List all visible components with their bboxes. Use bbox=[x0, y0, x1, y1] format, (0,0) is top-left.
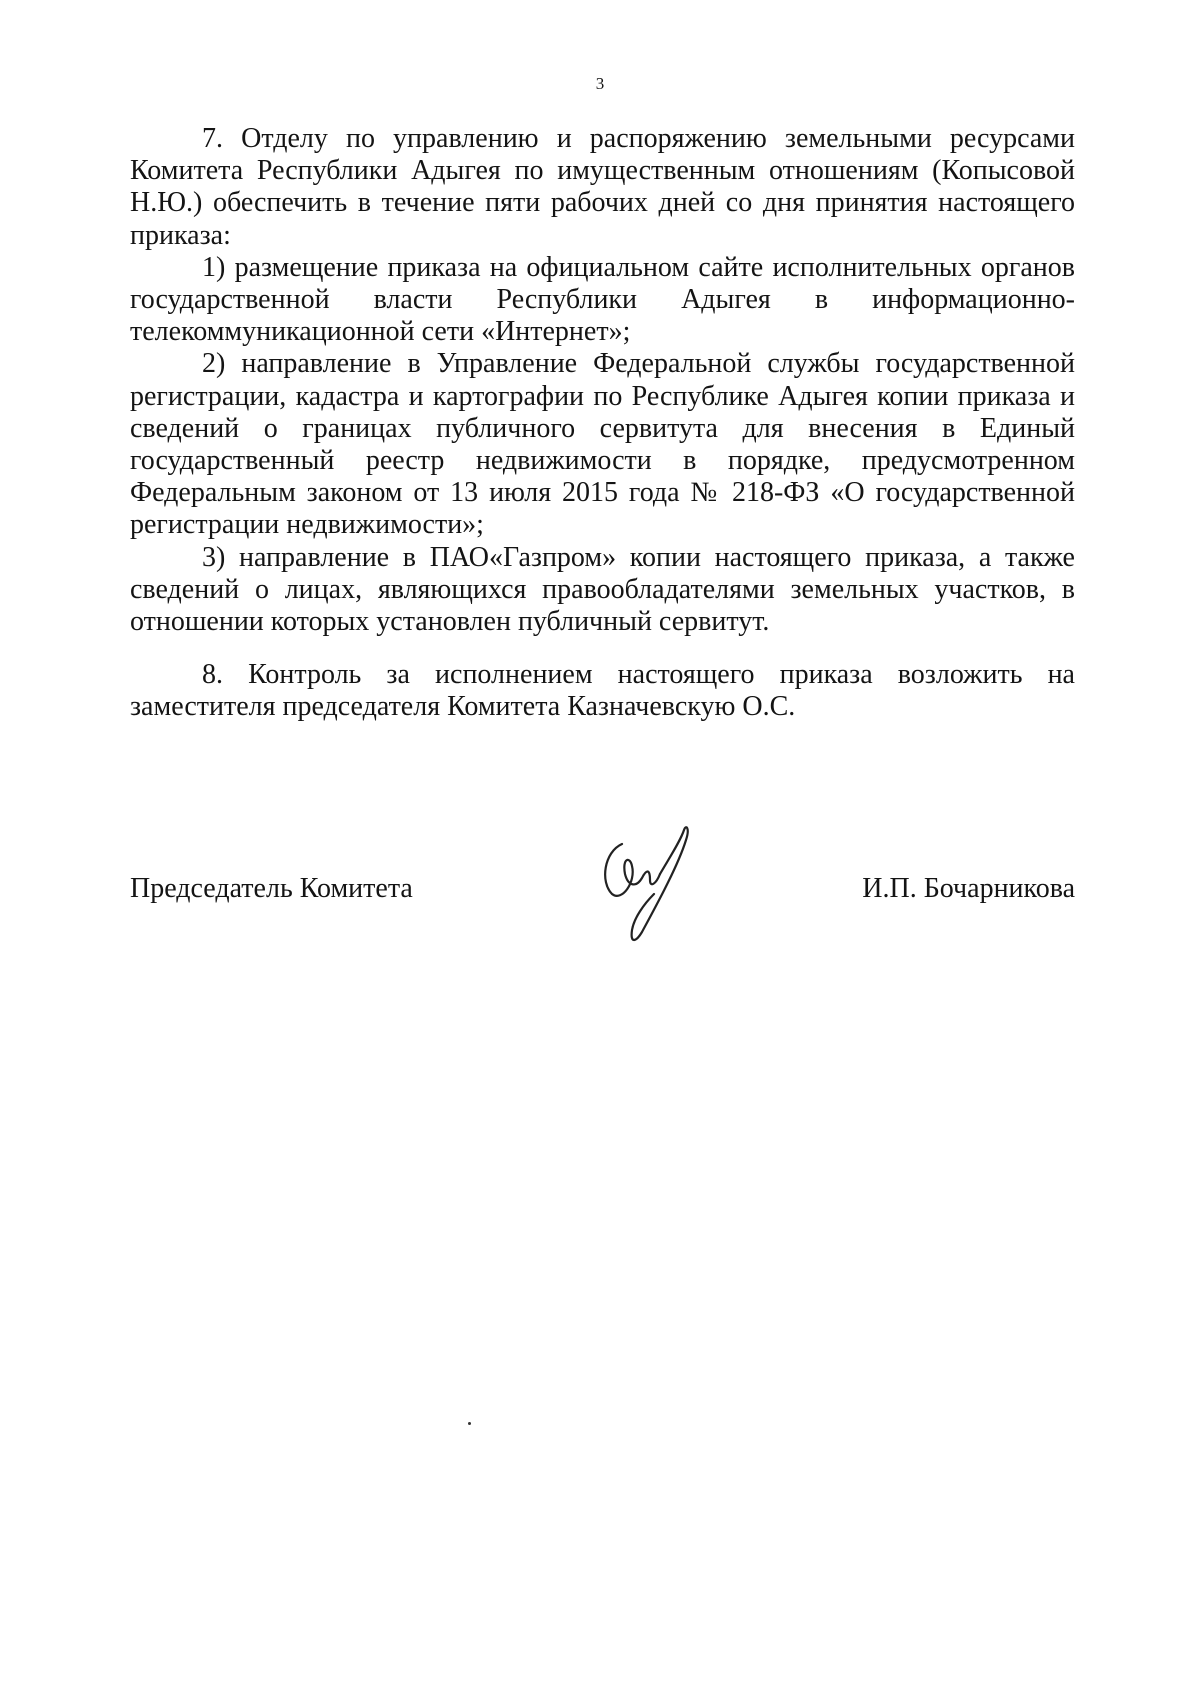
paragraph-subitem-3: 3) направление в ПАО«Газпром» копии настоящего приказа, а также сведений о лицах, являющихся правообладателями земельных участков, в отношении которых установлен публичный сервитут. bbox=[130, 541, 1075, 638]
scan-speck bbox=[468, 1422, 471, 1425]
page-number: 3 bbox=[595, 74, 605, 93]
paragraph-item-7: 7. Отделу по управлению и распоряжению земельными ресурсами Комитета Республики Адыгея по имущественным отношениям (Копысовой Н.Ю.) обеспечить в течение пяти рабочих дней со дня принятия настоящего приказа: bbox=[130, 123, 1075, 251]
paragraph-subitem-2: 2) направление в Управление Федеральной службы государственной регистрации, кадастра и картографии по Республике Адыгея копии приказа и сведений о границах публичного сервитута для внесения в Единый государственный реестр недвижимости в порядке, предусмотренном Федеральным законом от 13 июля 2015 года № 218-ФЗ «О государственной регистрации недвижимости»; bbox=[130, 348, 1075, 541]
handwritten-signature bbox=[592, 822, 702, 947]
document-body bbox=[130, 123, 1075, 724]
signatory-position: Председатель Комитета bbox=[130, 873, 413, 904]
paragraph-item-8: 8. Контроль за исполнением настоящего приказа возложить на заместителя председателя Комитета Казначевскую О.С. bbox=[130, 659, 1075, 723]
paragraph-subitem-1: 1) размещение приказа на официальном сайте исполнительных органов государственной власти Республики Адыгея в информационно-телекоммуникационной сети «Интернет»; bbox=[130, 251, 1075, 348]
signatory-name: И.П. Бочарникова bbox=[862, 873, 1075, 904]
